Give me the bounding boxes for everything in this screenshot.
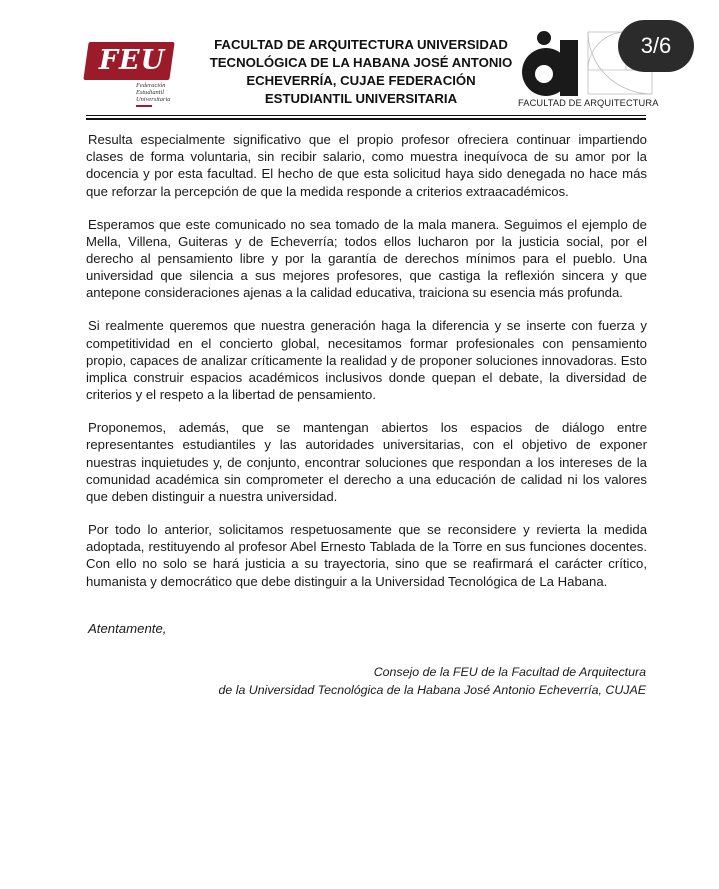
header-divider-thick	[86, 118, 646, 120]
feu-logo	[86, 42, 181, 108]
body-paragraph: Proponemos, además, que se mantengan abiertos los espacios de diálogo entre representantes estudiantiles y las autoridades universitarias, con el objetivo de exponer nuestras inquietudes y, de conjunto, encontrar soluciones que respondan a los intereses de la comunidad académica sin comprometer el derecho a una educación de calidad ni los valores que deben distinguir a nuestra universidad.	[86, 420, 647, 505]
feu-logo-underline	[136, 105, 152, 107]
letterhead	[0, 0, 719, 120]
signature-line: Consejo de la FEU de la Facultad de Arquitectura	[373, 665, 646, 679]
body-paragraph: Resulta especialmente significativo que el propio profesor ofreciera continuar impartiendo clases de forma voluntaria, sin recibir salario, como muestra inequívoca de su amor por la docencia y por esta facultad. El hecho de que esta solicitud haya sido denegada no hace más que reforzar la percepción de que la medida responde a criterios extraacadémicos.	[86, 132, 647, 199]
signature-block	[200, 663, 646, 699]
feu-caption-line: Universitaria	[136, 96, 171, 103]
feu-logo-text: FEU	[98, 45, 166, 76]
feu-logo-caption	[136, 82, 206, 103]
letterhead-title: FACULTAD DE ARQUITECTURA UNIVERSIDAD TECNOLÓGICA DE LA HABANA JOSÉ ANTONIO ECHEVERRÍA, CUJAE FEDERACIÓN ESTUDIANTIL UNIVERSITARIA	[209, 37, 513, 106]
faculty-logo-caption: FACULTAD DE ARQUITECTURA	[518, 98, 659, 108]
body-paragraph: Si realmente queremos que nuestra generación haga la diferencia y se inserte con fuerza y competitividad en el concierto global, necesitamos formar profesionales con pensamiento propio, capaces de analizar críticamente la realidad y de proponer soluciones innovadoras. Esto implica construir espacios académicos inclusivos donde quepan el debate, la diversidad de criterios y el respeto a la libertad de pensamiento.	[86, 318, 647, 403]
header-divider-thin	[86, 115, 646, 116]
feu-caption-line: Federación	[136, 82, 166, 89]
body-paragraph: Por todo lo anterior, solicitamos respetuosamente que se reconsidere y revierta la medida adoptada, restituyendo al profesor Abel Ernesto Tablada de la Torre en sus funciones docentes. Con ello no solo se hará justicia a su trayectoria, sino que se reafirmará el carácter crítico, humanista y democrático que debe distinguir a la Universidad Tecnológica de La Habana.	[86, 522, 647, 589]
closing-salutation: Atentamente,	[88, 621, 167, 636]
page-counter-badge: 3/6	[618, 20, 694, 72]
body-paragraph: Esperamos que este comunicado no sea tomado de la mala manera. Seguimos el ejemplo de Mella, Villena, Guiteras y de Echeverría; todos ellos lucharon por la justicia social, por el derecho al pensamiento libre y por la garantía de derechos mínimos para el pueblo. Una universidad que silencia a sus mejores profesores, que castiga la reflexión sincera y que antepone consideraciones ajenas a la calidad educativa, traiciona su esencia más profunda.	[86, 216, 647, 301]
feu-caption-line: Estudiantil	[136, 89, 165, 96]
letter-body	[86, 131, 647, 606]
signature-line: de la Universidad Tecnológica de la Habana José Antonio Echeverría, CUJAE	[218, 683, 646, 698]
